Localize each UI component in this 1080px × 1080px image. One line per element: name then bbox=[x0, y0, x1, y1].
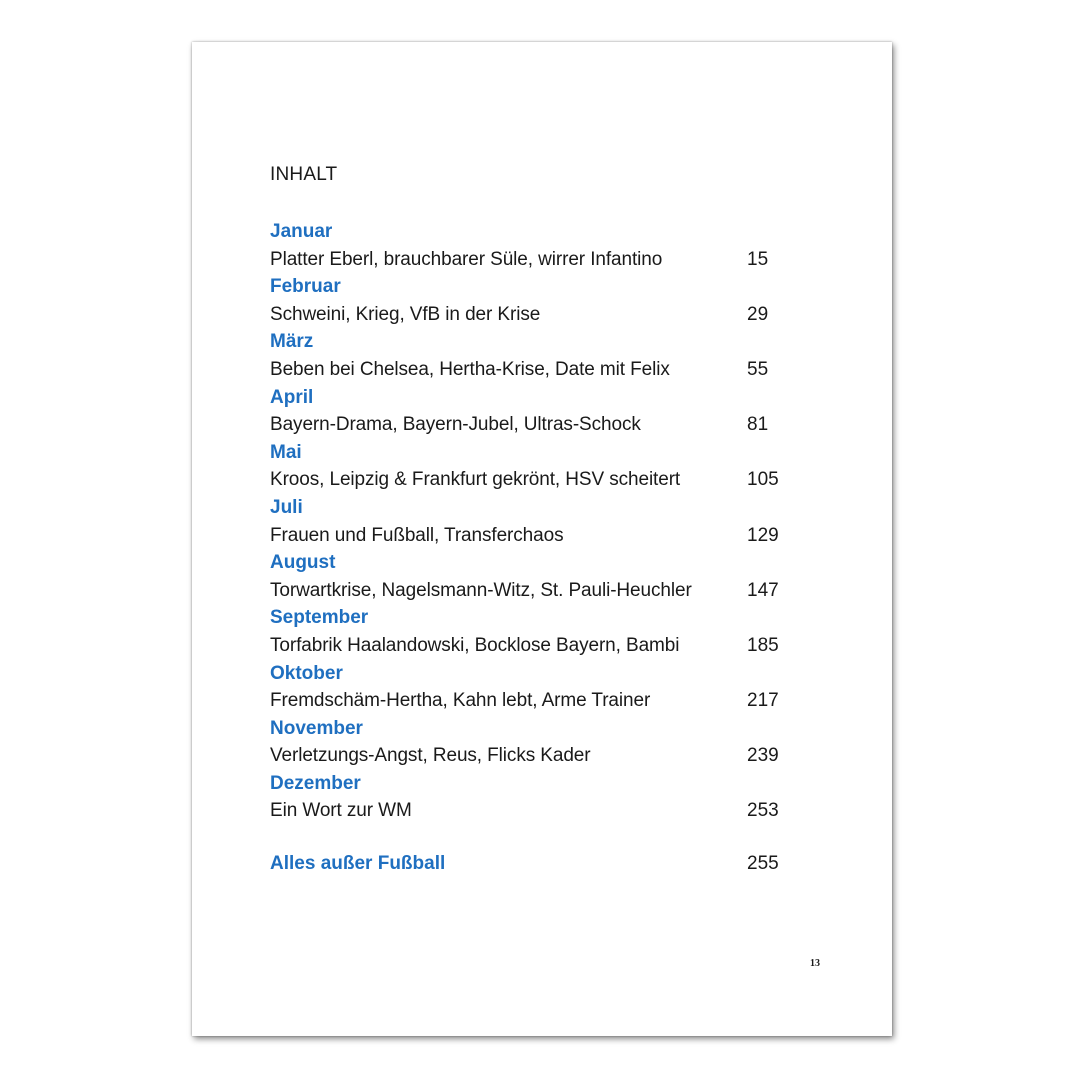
toc-heading: INHALT bbox=[270, 164, 338, 185]
toc-month-label: Juli bbox=[270, 496, 303, 518]
toc-entry-title: Kroos, Leipzig & Frankfurt gekrönt, HSV scheitert bbox=[270, 469, 681, 491]
toc-entry-title: Torwartkrise, Nagelsmann-Witz, St. Pauli-Heuchler bbox=[270, 579, 692, 601]
toc-month-label: April bbox=[270, 386, 314, 408]
toc-entry bbox=[270, 577, 810, 605]
toc-entry bbox=[270, 466, 810, 494]
toc-final-entry-page: 255 bbox=[747, 853, 779, 874]
toc-entry-page: 105 bbox=[747, 469, 779, 491]
book-page bbox=[192, 42, 892, 1036]
toc-entry-page: 29 bbox=[747, 303, 769, 325]
toc-month-label: November bbox=[270, 717, 363, 739]
toc-entry-page: 185 bbox=[747, 634, 779, 656]
toc-entry bbox=[270, 742, 810, 770]
toc-entry-page: 81 bbox=[747, 414, 769, 436]
toc-entry bbox=[270, 687, 810, 715]
toc-entry bbox=[270, 356, 810, 384]
toc-month-label: März bbox=[270, 331, 314, 353]
toc-final-entry bbox=[270, 850, 810, 878]
toc-month-label: Oktober bbox=[270, 662, 343, 684]
toc-entry-title: Schweini, Krieg, VfB in der Krise bbox=[270, 303, 541, 325]
toc-entry-title: Beben bei Chelsea, Hertha-Krise, Date mit Felix bbox=[270, 358, 670, 380]
toc-entry-page: 15 bbox=[747, 248, 769, 270]
table-of-contents bbox=[270, 218, 810, 825]
toc-month-label: Dezember bbox=[270, 772, 361, 794]
toc-month-label: August bbox=[270, 552, 336, 574]
toc-month-label: Mai bbox=[270, 441, 302, 463]
toc-entry bbox=[270, 797, 810, 825]
toc-entry bbox=[270, 632, 810, 660]
toc-entry-page: 147 bbox=[747, 579, 779, 601]
toc-entry bbox=[270, 301, 810, 329]
toc-entry-page: 217 bbox=[747, 690, 779, 712]
toc-final-entry-title: Alles außer Fußball bbox=[270, 853, 446, 874]
toc-entry-title: Frauen und Fußball, Transferchaos bbox=[270, 524, 564, 546]
toc-entry bbox=[270, 411, 810, 439]
toc-entry-title: Ein Wort zur WM bbox=[270, 800, 412, 822]
toc-entry-title: Fremdschäm-Hertha, Kahn lebt, Arme Trainer bbox=[270, 690, 651, 712]
toc-month-label: Januar bbox=[270, 221, 333, 242]
toc-entry-title: Torfabrik Haalandowski, Bocklose Bayern, Bambi bbox=[270, 634, 680, 656]
toc-month-label: Februar bbox=[270, 276, 341, 298]
toc-entry-title: Bayern-Drama, Bayern-Jubel, Ultras-Schock bbox=[270, 414, 641, 436]
toc-entry-page: 239 bbox=[747, 745, 779, 767]
toc-entry bbox=[270, 246, 810, 274]
toc-entry-page: 253 bbox=[747, 800, 779, 822]
toc-entry-title: Verletzungs-Angst, Reus, Flicks Kader bbox=[270, 745, 591, 767]
toc-entry bbox=[270, 522, 810, 550]
toc-entry-page: 55 bbox=[747, 358, 769, 380]
toc-month-label: September bbox=[270, 607, 369, 629]
toc-entry-page: 129 bbox=[747, 524, 779, 546]
page-number: 13 bbox=[810, 958, 820, 969]
toc-entry-title: Platter Eberl, brauchbarer Süle, wirrer Infantino bbox=[270, 248, 663, 270]
